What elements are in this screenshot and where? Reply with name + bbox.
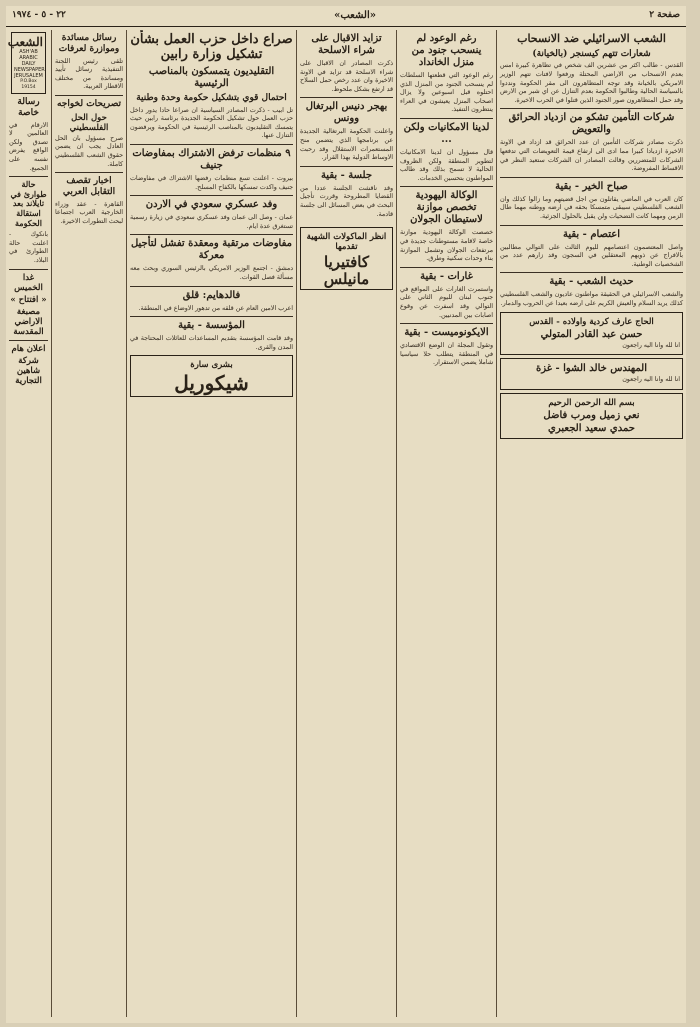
column-3 — [126, 30, 296, 1017]
headline-sit-in: اعتصام - بقية — [562, 228, 620, 240]
headline-geneva: ٩ منظمات ترفض الاشتراك بمفاوضات جنيف — [132, 148, 291, 172]
article-text: القدس - طالب اكثر من عشرين الف شخص في تظاهرة كبيرة امس بعدم الانسحاب من الاراضي المحتلة ورفعوا لافتات تتهم الوزير الامريكي بالخيانة وقد توجه المتظاهرون الى مقر الحكومة ونددوا بالسياسة الحالية وطالبوا الحكومة بعدم التنازل عن اي شبر من الارض وقد حمل المتظاهرون صور الجنود الذين قتلوا في الحرب الاخيرة. — [500, 62, 683, 104]
headline-weapons: تزايد الاقبال على شراء الاسلحة — [311, 33, 382, 56]
ad-cafeteria-name: كافتيريا مانيلس — [323, 253, 370, 288]
page-body — [6, 6, 686, 1023]
article-text: رغم الوعود التي قطعتها السلطات لم ينسحب الجنود من المنزل الذي احتلوه قبل اسبوعين ولا يزال اصحاب المنزل يعيشون في العراء ينتظرون التنفيذ. — [400, 72, 493, 114]
obituary-2 — [500, 358, 683, 390]
header-page-number: صفحة ٢ — [649, 10, 680, 20]
article-text: والشعب الاسرائيلي في الحقيقة مواطنون عاديون والشعب الفلسطيني كذلك يريد السلام والعيش الكريم على ارضه بعيدا عن الحروب والدمار. — [500, 291, 683, 307]
headline-raids: غارات - بقية — [420, 270, 473, 282]
headline-foundation: المؤسسة - بقية — [178, 320, 245, 332]
tomorrow-label: غدا الخميس — [14, 272, 43, 293]
article-text: تل ابيب - ذكرت المصادر السياسية ان صراعا حادا يدور داخل حزب العمل حول تشكيل الحكومة الجديدة برئاسة رابين حيث يتمسك التقليديون بالمناصب الرئيسية في الحكومة ويرفضون التنازل عنها. — [130, 106, 293, 140]
masthead-en-4: JERUSALEM — [14, 73, 43, 79]
ad-shikorel-name: شيكوريل — [174, 371, 249, 396]
headline-labor-party: صراع داخل حزب العمل بشأن تشكيل وزارة رابين — [130, 32, 293, 62]
article-text: كان العرب في الماضي يقاتلون من اجل قضيتهم وما زالوا كذلك وان الشعب الفلسطيني سيبقى متمسكا بحقه في ارضه ووطنه مهما طال الزمن ومهما كانت التضحيات ولن يقبل بالحلول الجزئية. — [500, 195, 683, 220]
headline-people-talk: حديث الشعب - بقية — [549, 276, 634, 288]
column-4 — [296, 30, 396, 1017]
headline-arab-meeting: اخبار تقصف التقابل العربي — [62, 176, 116, 197]
holy-land-dye: مصبغة الاراضي المقدسة — [13, 306, 44, 337]
column-left-sidebar — [6, 30, 51, 1017]
obituary-2-name: المهندس خالد الشوا - غزة — [536, 363, 647, 375]
masthead-en-3: NEWSPAPER — [14, 67, 45, 73]
headline-statements: تصريحات لخواجه — [56, 98, 122, 109]
headline-insurance: شركات التأمين تشكو من ازدياد الحرائق والتعويض — [508, 112, 675, 136]
masthead-title: الشعب — [7, 35, 43, 49]
masthead-pobox: P.O.Box 19154 — [20, 79, 37, 90]
article-text: ذكرت مصادر شركات التأمين ان عدد الحرائق قد ازداد في الاونة الاخيرة ازديادا كبيرا مما ادى الى ارتفاع قيمة التعويضات التي تدفعها الشركات للمتضررين وقالت المصادر ان الشركات ستعيد النظر في الاقساط المفروضة. — [500, 139, 683, 173]
notice-company: شركة شاهين التجارية — [15, 355, 42, 386]
important-notice: اعلان هام — [11, 343, 46, 354]
subhead-unity-gov: احتمال قوي بتشكيل حكومة وحدة وطنية — [136, 92, 287, 103]
article-text: بيروت - اعلنت تسع منظمات رفضها الاشتراك في مفاوضات جنيف واكدت تمسكها بالكفاح المسلح. — [130, 175, 293, 191]
obituary-3-basmala: بسم الله الرحمن الرحيم — [548, 397, 635, 408]
column-right — [496, 30, 686, 1017]
ad-cafeteria — [300, 227, 393, 290]
obituary-text: انا لله وانا اليه راجعون — [622, 341, 680, 349]
article-text: عمان - وصل الى عمان وفد عسكري سعودي في زيارة رسمية تستغرق عدة ايام. — [130, 214, 293, 230]
article-text: خصصت الوكالة اليهودية موازنة خاصة لاقامة مستوطنات جديدة في مرتفعات الجولان وتشمل الموازنة بناء وحدات سكنية وطرق. — [400, 229, 493, 263]
headline-session: جلسة - بقية — [320, 169, 373, 181]
special-letter-title: رسالة خاصة — [17, 97, 40, 118]
headline-thailand: حالة طوارئ في تايلاند بعد استقالة الحكومة — [10, 179, 47, 228]
header-date: ٢٢ - ٥ - ١٩٧٤ — [12, 10, 66, 20]
opening-label: « افتتاح » — [10, 294, 47, 305]
headline-negotiations: مفاوضات مرتقبة ومعقدة تفشل لتأجيل معركة — [130, 238, 293, 262]
article-text: قال مسؤول ان لدينا الامكانيات لتطوير المنطقة ولكن الظروف الحالية لا تسمح بذلك وقد طالب المواطنون بتحسين الخدمات. — [400, 148, 493, 182]
headline-jewish-agency: الوكالة اليهودية تخصص موازنة لاستيطان الجولان — [410, 190, 483, 226]
headline-waldheim: فالدهايم: قلق — [182, 289, 241, 301]
ad-shikorel — [130, 355, 293, 397]
article-text: اعرب الامين العام عن قلقه من تدهور الاوضاع في المنطقة. — [138, 304, 293, 312]
obituary-1-name: حسن عبد القادر المتولي — [540, 328, 643, 340]
article-text: وقد ناقشت الجلسة عددا من القضايا المطروحة وقررت تأجيل البحث في بعض المسائل الى جلسة قادمة. — [300, 184, 393, 218]
article-text: تلقى رئيس اللجنة التنفيذية رسائل تأييد ومساندة من مختلف الاقطار العربية. — [55, 57, 123, 91]
obituary-text: انا لله وانا اليه راجعون — [622, 376, 680, 384]
headline-promises: رغم الوعود لم ينسحب جنود من منزل الخانداد — [411, 33, 482, 68]
obituary-3-name: حمدي سعيد الجعبري — [548, 422, 635, 434]
header-paper-name: «الشعب» — [334, 10, 376, 21]
ad-cafeteria-tagline: انظر الماكولات الشهية تقدمها — [306, 232, 387, 253]
headline-arafat: رسائل مسائدة وموازرة لعرفات — [58, 33, 120, 54]
article-text: ذكرت المصادر ان الاقبال على شراء الاسلحة قد تزايد في الاونة الاخيرة وان عدد رخص حمل السلاح قد ارتفع بشكل ملحوظ. — [300, 60, 393, 93]
headline-saudi-delegation: وفد عسكري سعودي في الاردن — [145, 199, 278, 211]
article-text: واعلنت الحكومة البرتغالية الجديدة عن برنامجها الذي يتضمن منح المستعمرات الاستقلال وقد رحبت الاوساط الدولية بهذا القرار. — [300, 128, 393, 162]
article-text: بانكوك - اعلنت حالة الطوارئ في البلاد. — [9, 231, 48, 264]
article-text: واصل المعتصمون اعتصامهم لليوم الثالث على التوالي مطالبين بالافراج عن ذويهم المعتقلين في السجون وقد زارهم عدد من الشخصيات الوطنية. — [500, 243, 683, 268]
article-text: وقد قامت المؤسسة بتقديم المساعدات للعائلات المحتاجة في المدن والقرى. — [130, 335, 293, 351]
article-text: القاهرة - عقد وزراء الخارجية العرب اجتماعا لبحث التطورات الاخيرة. — [55, 200, 123, 225]
headline-withdrawal: الشعب الاسرائيلي ضد الانسحاب — [517, 32, 666, 45]
subhead-palestinian: حول الحل الفلسطيني — [69, 112, 109, 133]
article-text: صرح مسؤول بان الحل العادل يجب ان يضمن حقوق الشعب الفلسطيني كاملة. — [55, 134, 123, 168]
ad-shikorel-tagline: بشرى سارة — [190, 360, 233, 371]
obituary-1 — [500, 312, 683, 356]
column-2 — [51, 30, 126, 1017]
obituary-1-title: الحاج عارف كردية واولاده - القدس — [529, 316, 654, 327]
masthead-box — [7, 32, 46, 94]
article-text: وتقول المجلة ان الوضع الاقتصادي في المنطقة يتطلب حلا سياسيا شاملا يضمن الاستقرار. — [400, 342, 493, 367]
headline-capabilities: لدينا الامكانيات ولكن ... — [403, 121, 490, 145]
headline-economist: الايكونوميست - بقية — [404, 327, 489, 339]
column-5 — [396, 30, 496, 1017]
subhead-kissinger: شعارات تتهم كيسنجر (بالخيانة) — [532, 48, 651, 59]
article-text: واستمرت الغارات على المواقع في جنوب لبنان لليوم الثاني على التوالي وقد اسفرت عن وقوع اصابات بين المدنيين. — [400, 285, 493, 319]
article-text: الارقام في العالمين لا تصدق ولكن الواقع يفرض نفسه على الجميع. — [9, 121, 48, 172]
headline-good-morning: صباح الخير - بقية — [555, 180, 628, 192]
masthead-en-2: ARABIC DAILY — [19, 55, 38, 67]
article-text: دمشق - اجتمع الوزير الامريكي بالرئيس السوري وبحث معه مسألة فصل القوات. — [130, 265, 293, 282]
page-header — [6, 6, 686, 27]
headline-portugal: بهجر دنيس البرتغال وونس — [305, 101, 388, 125]
obituary-3 — [500, 393, 683, 439]
masthead-en-1: ASH'AB — [19, 49, 38, 55]
subhead-traditional: التقليديون يتمسكون بالمناصب الرئيسية — [148, 65, 275, 89]
obituary-3-title: نعي زميل ومرب فاضل — [543, 409, 640, 421]
